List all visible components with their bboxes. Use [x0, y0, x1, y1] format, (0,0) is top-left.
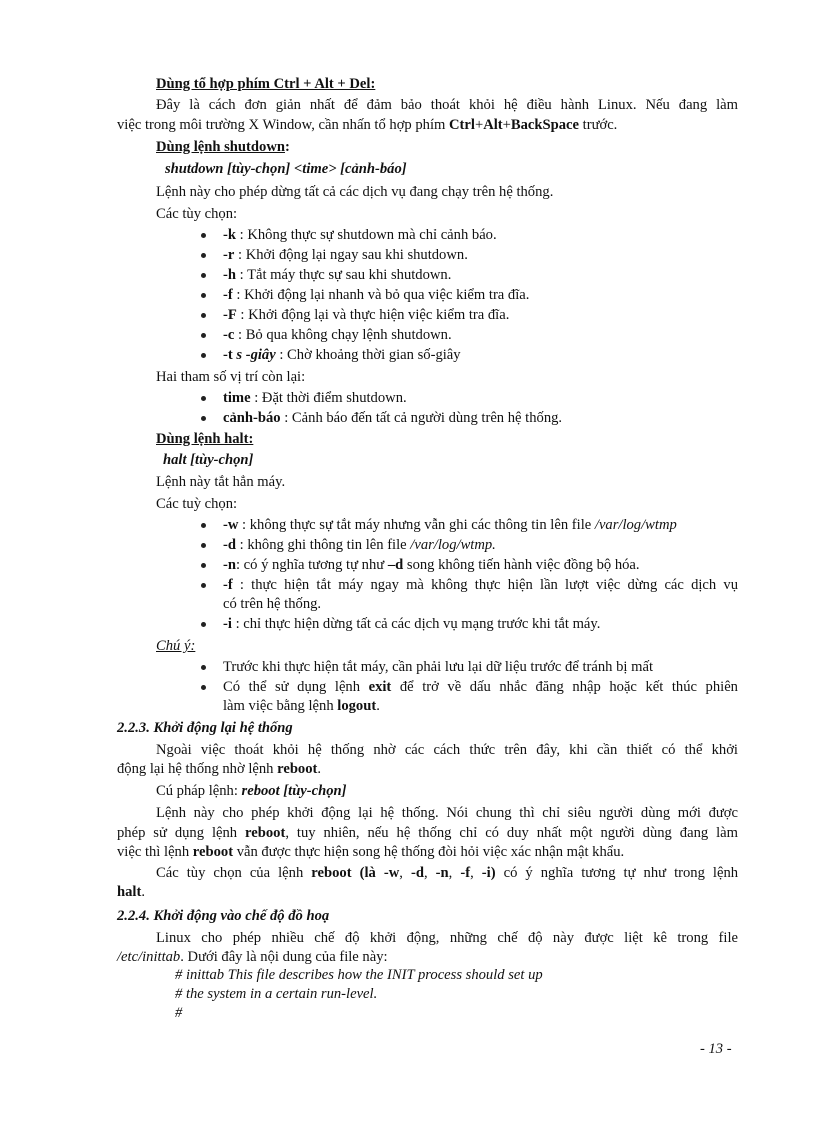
heading-reboot: 2.2.3. Khởi động lại hệ thống: [117, 720, 293, 736]
graphics-p1-line1: Linux cho phép nhiều chế độ khởi động, những chế độ này được liệt kê trong file: [156, 930, 738, 946]
bullet-icon: [201, 583, 206, 588]
halt-options-label: Các tuỳ chọn:: [156, 496, 238, 512]
ctrl-paragraph-line2: việc trong môi trường X Window, cần nhấn tổ hợp phím Ctrl+Alt+BackSpace trước.: [117, 117, 618, 133]
option-c: -c : Bỏ qua không chạy lệnh shutdown.: [223, 327, 452, 343]
shutdown-syntax: shutdown [tùy-chọn] <time> [cảnh-báo]: [165, 161, 407, 177]
bullet-icon: [201, 253, 206, 258]
positional-time: time : Đặt thời điểm shutdown.: [223, 390, 407, 406]
option-t: -t s -giây : Chờ khoảng thời gian số-giây: [223, 347, 461, 363]
bullet-icon: [201, 416, 206, 421]
halt-option-d: -d : không ghi thông tin lên file /var/log/wtmp.: [223, 537, 496, 553]
halt-description: Lệnh này tắt hẳn máy.: [156, 474, 286, 490]
option-f: -f : Khởi động lại nhanh và bỏ qua việc kiểm tra đĩa.: [223, 287, 530, 303]
halt-option-n: -n: có ý nghĩa tương tự như –d song không tiến hành việc đồng bộ hóa.: [223, 557, 640, 573]
halt-option-f-line1: -f : thực hiện tắt máy ngay mà không thực hiện lần lượt việc dừng các dịch vụ: [223, 577, 738, 593]
bullet-icon: [201, 273, 206, 278]
option-F: -F : Khởi động lại và thực hiện việc kiểm tra đĩa.: [223, 307, 510, 323]
reboot-p2-line3: việc thì lệnh reboot vẫn được thực hiện song hệ thống đòi hỏi việc xác nhận mật khẩu.: [117, 844, 625, 860]
heading-shutdown: Dùng lệnh shutdown:: [156, 139, 290, 155]
halt-option-f-line2: có trên hệ thống.: [223, 596, 322, 612]
inittab-code-line2: # the system in a certain run-level.: [175, 986, 378, 1002]
option-r: -r : Khởi động lại ngay sau khi shutdown.: [223, 247, 468, 263]
note-1: Trước khi thực hiện tắt máy, cần phải lưu lại dữ liệu trước để tránh bị mất: [223, 659, 653, 675]
bullet-icon: [201, 333, 206, 338]
shutdown-description: Lệnh này cho phép dừng tất cả các dịch vụ đang chạy trên hệ thống.: [156, 184, 554, 200]
bullet-icon: [201, 523, 206, 528]
bullet-icon: [201, 396, 206, 401]
reboot-syntax: Cú pháp lệnh: reboot [tùy-chọn]: [156, 783, 347, 799]
reboot-p2-line1: Lệnh này cho phép khởi động lại hệ thống. Nói chung thì chỉ siêu người dùng mới được: [156, 805, 738, 821]
graphics-p1-line2: /etc/inittab. Dưới đây là nội dung của file này:: [117, 949, 388, 965]
bullet-icon: [201, 543, 206, 548]
reboot-p1-line2: động lại hệ thống nhờ lệnh reboot.: [117, 761, 322, 777]
bullet-icon: [201, 353, 206, 358]
option-k: -k : Không thực sự shutdown mà chỉ cảnh báo.: [223, 227, 497, 243]
heading-graphics: 2.2.4. Khởi động vào chế độ đồ hoạ: [117, 908, 330, 924]
shutdown-options-label: Các tùy chọn:: [156, 206, 238, 222]
note-2-line2: làm việc bằng lệnh logout.: [223, 698, 380, 714]
option-h: -h : Tắt máy thực sự sau khi shutdown.: [223, 267, 452, 283]
positional-warning: cảnh-báo : Cảnh báo đến tất cả người dùng trên hệ thống.: [223, 410, 563, 426]
inittab-code-line3: #: [175, 1005, 183, 1021]
reboot-p3-line2: halt.: [117, 884, 145, 900]
halt-syntax: halt [tùy-chọn]: [163, 452, 254, 468]
bullet-icon: [201, 622, 206, 627]
bullet-icon: [201, 313, 206, 318]
halt-option-i: -i : chỉ thực hiện dừng tất cả các dịch vụ mạng trước khi tắt máy.: [223, 616, 601, 632]
note-2-line1: Có thể sử dụng lệnh exit để trở về dấu nhắc đăng nhập hoặc kết thúc phiên: [223, 679, 738, 695]
bullet-icon: [201, 233, 206, 238]
reboot-p2-line2: phép sử dụng lệnh reboot, tuy nhiên, nếu hệ thống chỉ có duy nhất một người dùng đang làm: [117, 825, 738, 841]
reboot-p1-line1: Ngoài việc thoát khỏi hệ thống nhờ các cách thức trên đây, khi cần thiết có thể khởi: [156, 742, 738, 758]
page-number: - 13 -: [700, 1041, 732, 1057]
bullet-icon: [201, 563, 206, 568]
bullet-icon: [201, 685, 206, 690]
ctrl-paragraph-line1: Đây là cách đơn giản nhất để đảm bảo thoát khỏi hệ điều hành Linux. Nếu đang làm: [156, 97, 738, 113]
heading-ctrl-alt-del: Dùng tổ hợp phím Ctrl + Alt + Del:: [156, 76, 376, 92]
halt-option-w: -w : không thực sự tắt máy nhưng vẫn ghi các thông tin lên file /var/log/wtmp: [223, 517, 677, 533]
note-label: Chú ý:: [156, 638, 196, 654]
heading-halt: Dùng lệnh halt:: [156, 431, 254, 447]
inittab-code-line1: # inittab This file describes how the INIT process should set up: [175, 967, 543, 983]
bullet-icon: [201, 665, 206, 670]
bullet-icon: [201, 293, 206, 298]
reboot-p3-line1: Các tùy chọn của lệnh reboot (là -w, -d, -n, -f, -i) có ý nghĩa tương tự như trong lệnh: [156, 865, 739, 881]
positional-label: Hai tham số vị trí còn lại:: [156, 369, 306, 385]
